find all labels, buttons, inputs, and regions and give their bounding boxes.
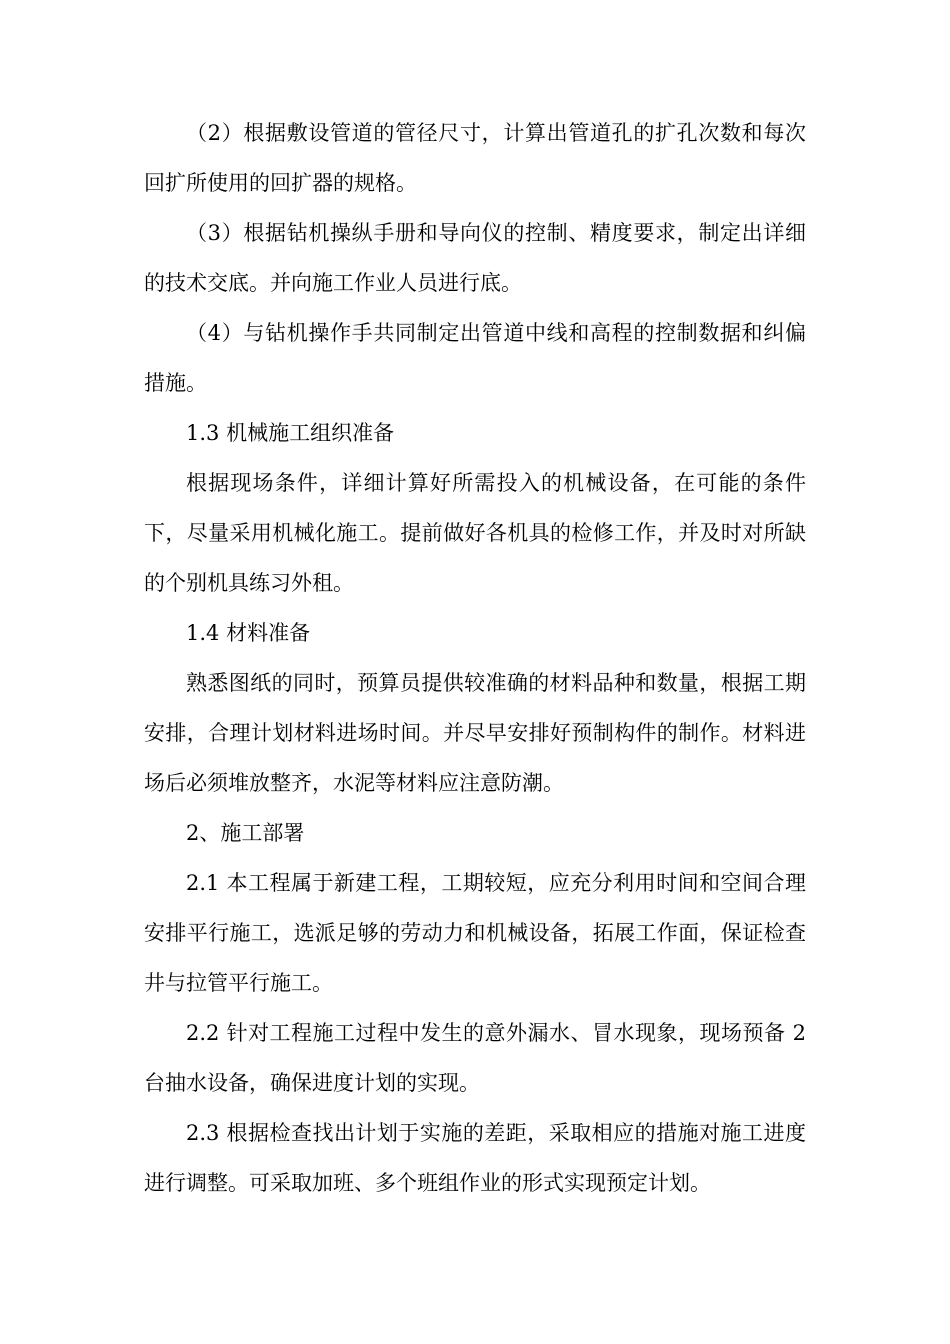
heading-construction-deployment: 2、施工部署 — [186, 821, 305, 845]
paragraph-control-data: （4）与钻机操作手共同制定出管道中线和高程的控制数据和纠偏措施。 — [144, 321, 806, 395]
heading-material-preparation: 1.4 材料准备 — [186, 621, 311, 645]
paragraph-machinery: 根据现场条件，详细计算好所需投入的机械设备，在可能的条件下，尽量采用机械化施工。提前做好各机具的检修工作，并及时对所缺的个别机具练习外租。 — [144, 471, 806, 595]
paragraph-drilling-expansion: （2）根据敷设管道的管径尺寸，计算出管道孔的扩孔次数和每次回扩所使用的回扩器的规格。 — [144, 121, 806, 195]
paragraph-deployment-2-1: 2.1 本工程属于新建工程，工期较短，应充分利用时间和空间合理安排平行施工，选派足够的劳动力和机械设备，拓展工作面，保证检查井与拉管平行施工。 — [144, 871, 806, 995]
paragraph-materials: 熟悉图纸的同时，预算员提供较准确的材料品种和数量，根据工期安排，合理计划材料进场时间。并尽早安排好预制构件的制作。材料进场后必须堆放整齐，水泥等材料应注意防潮。 — [144, 671, 806, 795]
document-page — [144, 108, 806, 1208]
paragraph-technical-briefing: （3）根据钻机操纵手册和导向仪的控制、精度要求，制定出详细的技术交底。并向施工作业人员进行底。 — [144, 221, 806, 295]
heading-machinery-preparation: 1.3 机械施工组织准备 — [186, 421, 395, 445]
paragraph-deployment-2-3: 2.3 根据检查找出计划于实施的差距，采取相应的措施对施工进度进行调整。可采取加班、多个班组作业的形式实现预定计划。 — [144, 1121, 806, 1195]
paragraph-deployment-2-2: 2.2 针对工程施工过程中发生的意外漏水、冒水现象，现场预备 2 台抽水设备，确保进度计划的实现。 — [144, 1021, 806, 1095]
